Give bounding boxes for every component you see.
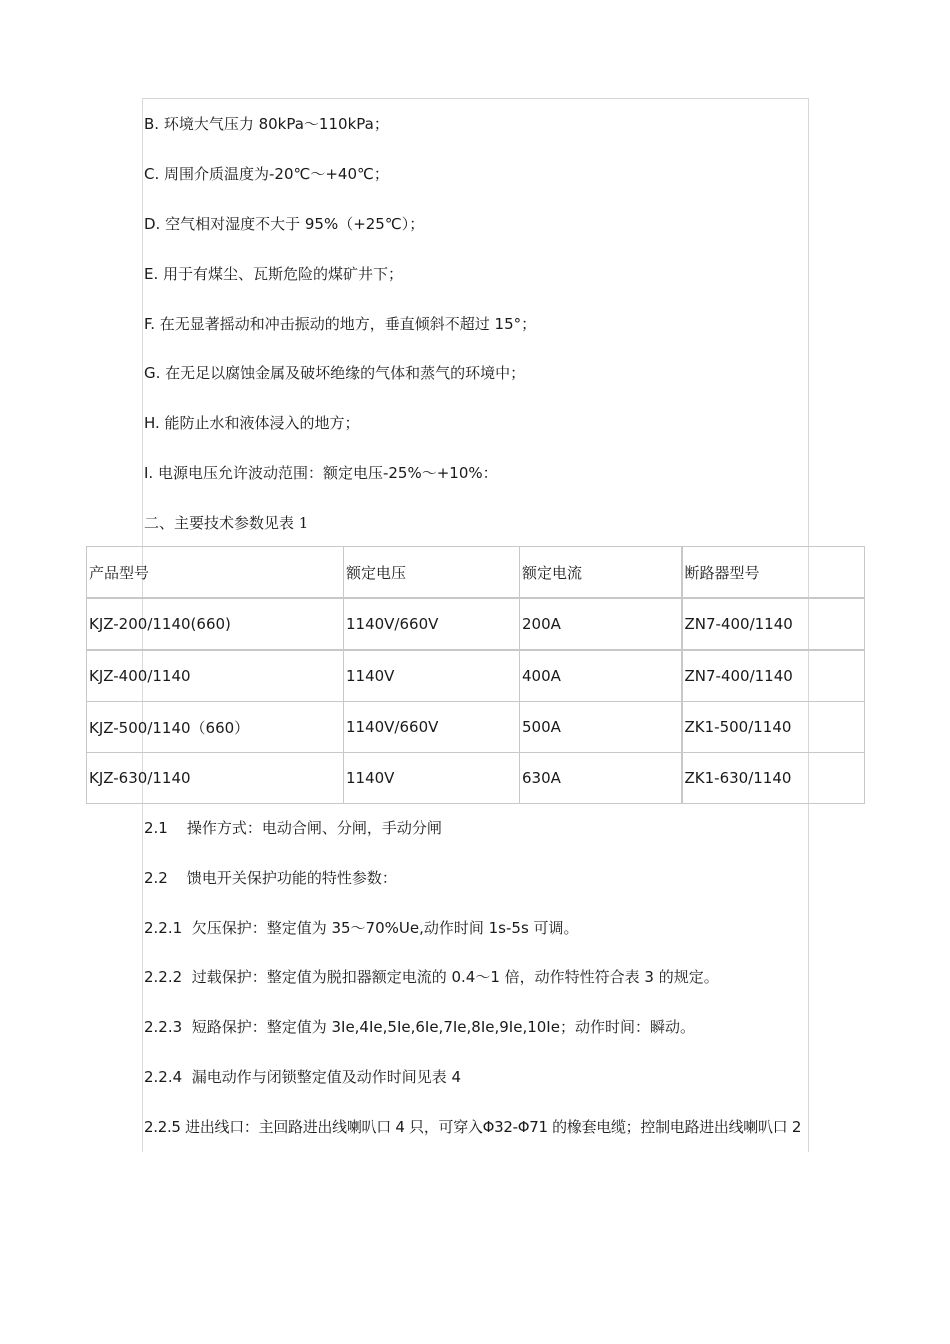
table-cell: ZN7-400/1140	[682, 650, 865, 702]
spec-table	[86, 546, 865, 804]
table-cell: 630A	[520, 753, 682, 804]
condition-d: D. 空气相对湿度不大于 95%（+25℃）；	[144, 215, 425, 233]
table-cell: 1140V/660V	[344, 702, 520, 753]
header-rated-current: 额定电流	[520, 547, 682, 599]
item-2-2-2: 2.2.2 过载保护：整定值为脱扣器额定电流的 0.4～1 倍，动作特性符合表 3 的规定。	[144, 968, 719, 986]
header-breaker-model: 断路器型号	[682, 547, 865, 599]
item-2-2-4: 2.2.4 漏电动作与闭锁整定值及动作时间见表 4	[144, 1068, 462, 1086]
table-cell: 400A	[520, 650, 682, 702]
item-2-2-1: 2.2.1 欠压保护：整定值为 35～70%Ue,动作时间 1s-5s 可调。	[144, 919, 579, 937]
item-2-2-3: 2.2.3 短路保护：整定值为 3Ie,4Ie,5Ie,6Ie,7Ie,8Ie,9Ie,10Ie；动作时间：瞬动。	[144, 1018, 695, 1036]
table-row	[87, 702, 865, 753]
header-rated-voltage: 额定电压	[344, 547, 520, 599]
table-row	[87, 650, 865, 702]
table-cell: ZK1-500/1140	[682, 702, 865, 753]
table-row	[87, 598, 865, 650]
table-cell: ZN7-400/1140	[682, 598, 865, 650]
condition-b: B. 环境大气压力 80kPa～110kPa；	[144, 115, 389, 133]
condition-c: C. 周围介质温度为-20℃～+40℃；	[144, 165, 389, 183]
item-2-2-5: 2.2.5 进出线口：主回路进出线喇叭口 4 只，可穿入Φ32-Φ71 的橡套电缆；控制电路进出线喇叭口 2	[144, 1118, 802, 1136]
table-header-row	[87, 547, 865, 599]
table-cell: 200A	[520, 598, 682, 650]
condition-i: I. 电源电压允许波动范围：额定电压-25%～+10%：	[144, 464, 498, 482]
table-row	[87, 753, 865, 804]
frame-top-border	[142, 98, 809, 99]
table-cell: KJZ-500/1140（660）	[87, 702, 344, 753]
table-cell: KJZ-400/1140	[87, 650, 344, 702]
header-product-model: 产品型号	[87, 547, 344, 599]
section-heading: 二、主要技术参数见表 1	[144, 514, 309, 532]
table-cell: 1140V/660V	[344, 598, 520, 650]
table-cell: KJZ-630/1140	[87, 753, 344, 804]
condition-f: F. 在无显著摇动和冲击振动的地方，垂直倾斜不超过 15°；	[144, 315, 537, 333]
table-cell: 1140V	[344, 650, 520, 702]
item-2-2: 2.2 馈电开关保护功能的特性参数：	[144, 869, 397, 887]
condition-e: E. 用于有煤尘、瓦斯危险的煤矿井下；	[144, 265, 404, 283]
table-cell: KJZ-200/1140(660)	[87, 598, 344, 650]
table-cell: 1140V	[344, 753, 520, 804]
condition-g: G. 在无足以腐蚀金属及破坏绝缘的气体和蒸气的环境中；	[144, 364, 526, 382]
item-2-1: 2.1 操作方式：电动合闸、分闸，手动分闸	[144, 819, 442, 837]
condition-h: H. 能防止水和液体浸入的地方；	[144, 414, 360, 432]
table-cell: 500A	[520, 702, 682, 753]
table-cell: ZK1-630/1140	[682, 753, 865, 804]
